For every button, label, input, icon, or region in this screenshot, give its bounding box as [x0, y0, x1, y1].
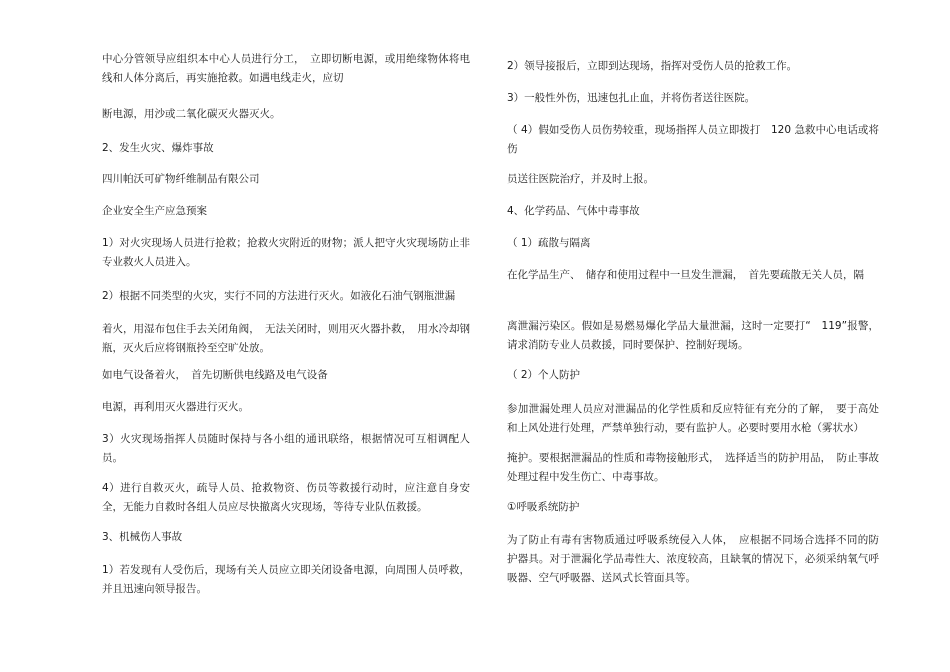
paragraph: 离泄漏污染区。假如是易燃易爆化学品大量泄漏，这时一定要打“ 119”报警，请求消防专业人员救援，同时要保护、控制好现场。 [507, 320, 879, 351]
document-title: 企业安全生产应急预案 [102, 205, 207, 217]
paragraph: 断电源，用沙或二氧化碳灭火器灭火。 [102, 108, 281, 120]
subsection-heading: ①呼吸系统防护 [507, 501, 580, 513]
paragraph: 3）火灾现场指挥人员随时保持与各小组的通讯联络，根据情况可互相调配人员。 [102, 433, 470, 464]
company-name: 四川帕沃可矿物纤维制品有限公司 [102, 173, 260, 185]
section-heading: 2、发生火灾、爆炸事故 [102, 142, 214, 154]
paragraph: 1）若发现有人受伤后，现场有关人员应立即关闭设备电源，向周围人员呼救，并且迅速向领导报告。 [102, 564, 470, 595]
paragraph: 3）一般性外伤，迅速包扎止血，并将伤者送往医院。 [507, 92, 756, 104]
paragraph: 掩护。要根据泄漏品的性质和毒物接触形式， 选择适当的防护用品， 防止事故处理过程中发生伤亡、中毒事故。 [507, 452, 879, 483]
paragraph: 2）领导接报后，立即到达现场，指挥对受伤人员的抢救工作。 [507, 60, 798, 72]
paragraph: 在化学品生产、 储存和使用过程中一旦发生泄漏， 首先要疏散无关人员，隔 [507, 269, 864, 281]
paragraph: 4）进行自救灭火，疏导人员、抢救物资、伤员等救援行动时，应注意自身安全，无能力自救时各组人员应尽快撤离火灾现场，等待专业队伍救援。 [102, 482, 470, 513]
paragraph: 员送往医院治疗，并及时上报。 [507, 173, 654, 185]
paragraph: （ 4）假如受伤人员伤势较重，现场指挥人员立即拨打 120 急救中心电话或将伤 [507, 124, 879, 155]
subsection-heading: （ 1）疏散与隔离 [507, 237, 591, 249]
section-heading: 3、机械伤人事故 [102, 531, 183, 543]
paragraph: 电源，再利用灭火器进行灭火。 [102, 401, 249, 413]
paragraph: 1）对火灾现场人员进行抢救；抢救火灾附近的财物；派人把守火灾现场防止非专业救火人员进入。 [102, 237, 470, 268]
paragraph: 如电气设备着火， 首先切断供电线路及电气设备 [102, 369, 328, 381]
paragraph: 为了防止有毒有害物质通过呼吸系统侵入人体， 应根据不同场合选择不同的防护器具。对于泄漏化学品毒性大、浓度较高，且缺氧的情况下，必须采纳氧气呼吸器、空气呼吸器、送风式长管面具等。 [507, 534, 879, 584]
section-heading: 4、化学药品、气体中毒事故 [507, 205, 640, 217]
subsection-heading: （ 2）个人防护 [507, 369, 581, 381]
paragraph: 着火，用湿布包住手去关闭角阀， 无法关闭时，则用灭火器扑救， 用水冷却钢瓶，灭火后应将钢瓶拎至空旷处放。 [102, 323, 470, 354]
paragraph: 参加泄漏处理人员应对泄漏品的化学性质和反应特征有充分的了解， 要于高处和上风处进行处理，严禁单独行动，要有监护人。必要时要用水枪（雾状水） [507, 403, 879, 434]
paragraph: 中心分管领导应组织本中心人员进行分工， 立即切断电源，或用绝缘物体将电线和人体分离后，再实施抢救。如遇电线走火，应切 [102, 53, 470, 84]
paragraph: 2）根据不同类型的火灾，实行不同的方法进行灭火。如液化石油气钢瓶泄漏 [102, 290, 456, 302]
